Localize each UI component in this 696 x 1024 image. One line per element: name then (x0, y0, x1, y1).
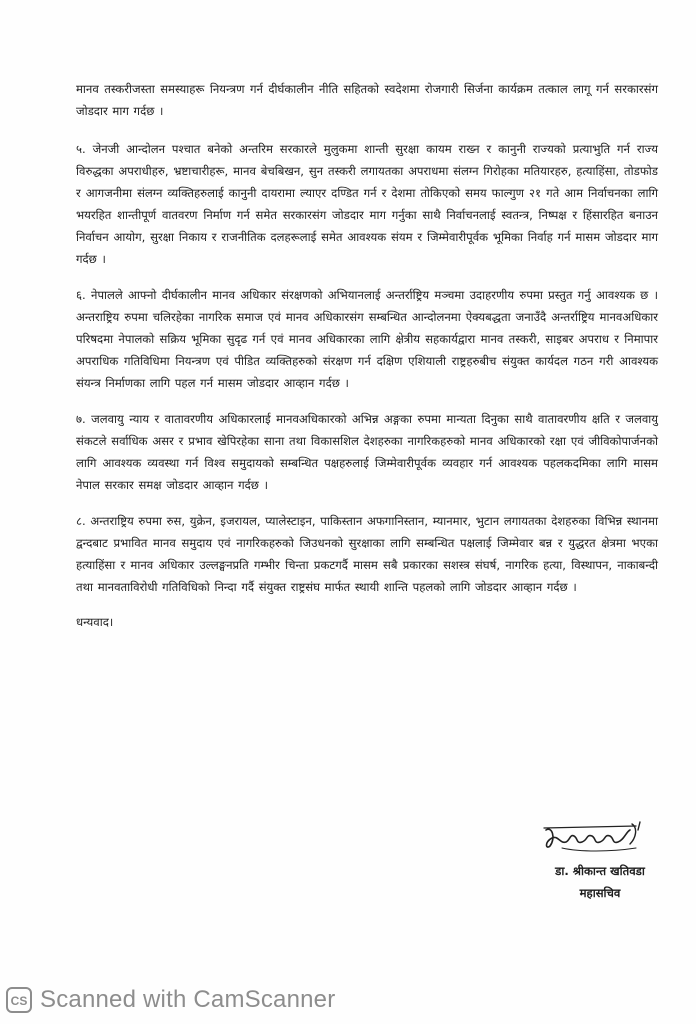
paragraph-6: ६. नेपालले आफ्नो दीर्घकालीन मानव अधिकार संरक्षणको अभियानलाई अन्तर्राष्ट्रिय मञ्चमा उदाहरणीय रुपमा प्रस्तुत गर्नु आवश्यक छ । अन्तराष्ट्रिय रुपमा चलिरहेका नागरिक समाज एवं मानव अधिकारसंग सम्बन्धित आन्दोलनमा ऐक्यबद्धता जनाउँदै अन्तर्राष्ट्रिय मानवअधिकार परिषदमा नेपालको सक्रिय भूमिका सुदृढ गर्न एवं मानव अधिकारका लागि क्षेत्रीय सहकार्यद्वारा मानव तस्करी, साइबर अपराध र निमापार अपराधिक गतिविधिमा नियन्त्रण एवं पीडित व्यक्तिहरुको संरक्षण गर्न दक्षिण एशियाली राष्ट्रहरुबीच संयुक्त कार्यदल गठन गरी आवश्यक संयन्त्र निर्माणका लागि पहल गर्न मासम जोडदार आव्हान गर्दछ । (76, 288, 658, 390)
camscanner-watermark (6, 983, 335, 1017)
closing-text: धन्यवाद। (76, 615, 114, 629)
signature-block (530, 818, 670, 908)
watermark-text: Scanned with CamScanner (40, 986, 336, 1013)
signer-name: डा. श्रीकान्त खतिवडा (555, 864, 645, 878)
document-body (76, 78, 658, 632)
paragraph-8: ८. अन्तराष्ट्रिय रुपमा रुस, युक्रेन, इजरायल, प्यालेस्टाइन, पाकिस्तान अफगानिस्तान, म्यानमार, भुटान लगायतका देशहरुका विभिन्न स्थानमा द्वन्दबाट प्रभावित मानव समुदाय एवं नागरिकहरुको जिउधनको सुरक्षाका लागि सम्बन्धित पक्षलाई जिम्मेवार बन्न र युद्धरत क्षेत्रमा भएका हत्याहिंसा र मानव अधिकार उल्लङ्घनप्रति गम्भीर चिन्ता प्रकटगर्दै मासम सबै प्रकारका सशस्त्र संघर्ष, नागरिक हत्या, विस्थापन, नाकाबन्दी तथा मानवताविरोधी गतिविधिको निन्दा गर्दै संयुक्त राष्ट्रसंघ मार्फत स्थायी शान्ति पहलको लागि जोडदार आव्हान गर्दछ । (76, 514, 658, 594)
handwritten-signature (540, 818, 650, 856)
paragraph-continuation: मानव तस्करीजस्ता समस्याहरू नियन्त्रण गर्न दीर्घकालीन नीति सहितको स्वदेशमा रोजगारी सिर्जना कार्यक्रम तत्काल लागू गर्न सरकारसंग जोडदार माग गर्दछ । (76, 82, 658, 118)
camscanner-logo-icon (6, 987, 32, 1013)
signer-title: महासचिव (579, 886, 621, 900)
svg-text:CS: CS (10, 994, 28, 1008)
paragraph-5: ५. जेनजी आन्दोलन पश्चात बनेको अन्तरिम सरकारले मुलुकमा शान्ती सुरक्षा कायम राख्न र कानुनी राज्यको प्रत्याभुति गर्न राज्य विरुद्धका अपराधीहरु, भ्रष्टाचारीहरू, मानव बेचबिखन, सुन तस्करी लगायतका अपराधमा संलग्न गिरोहका मतियारहरु, हत्याहिंसा, तोडफोड र आगजनीमा संलग्न व्यक्तिहरुलाई कानुनी दायरामा ल्याएर दण्डित गर्न र देशमा तोकिएको समय फाल्गुण २१ गते आम निर्वाचनका लागि भयरहित शान्तीपूर्ण वातवरण निर्माण गर्न समेत सरकारसंग जोडदार माग गर्नुका साथै निर्वाचनलाई स्वतन्त्र, निष्पक्ष र हिंसारहित बनाउन निर्वाचन आयोग, सुरक्षा निकाय र राजनीतिक दलहरूलाई समेत आवश्यक संयम र जिम्मेवारीपूर्वक भूमिका निर्वाह गर्न मासम जोडदार माग गर्दछ । (76, 142, 658, 266)
paragraph-7: ७. जलवायु न्याय र वातावरणीय अधिकारलाई मानवअधिकारको अभिन्न अङ्गका रुपमा मान्यता दिनुका साथै वातावरणीय क्षति र जलवायु संकटले सर्वाधिक असर र प्रभाव खेपिरहेका साना तथा विकासशिल देशहरुका नागरिकहरुको मानव अधिकारको रक्षा एवं जीविकोपार्जनको लागि आवश्यक व्यवस्था गर्न विश्व समुदायको सम्बन्धित पक्षहरुलाई जिम्मेवारीपूर्वक व्यवहार गर्न आवश्यक पहलकदमिका लागि मासम नेपाल सरकार समक्ष जोडदार आव्हान गर्दछ । (76, 412, 658, 492)
